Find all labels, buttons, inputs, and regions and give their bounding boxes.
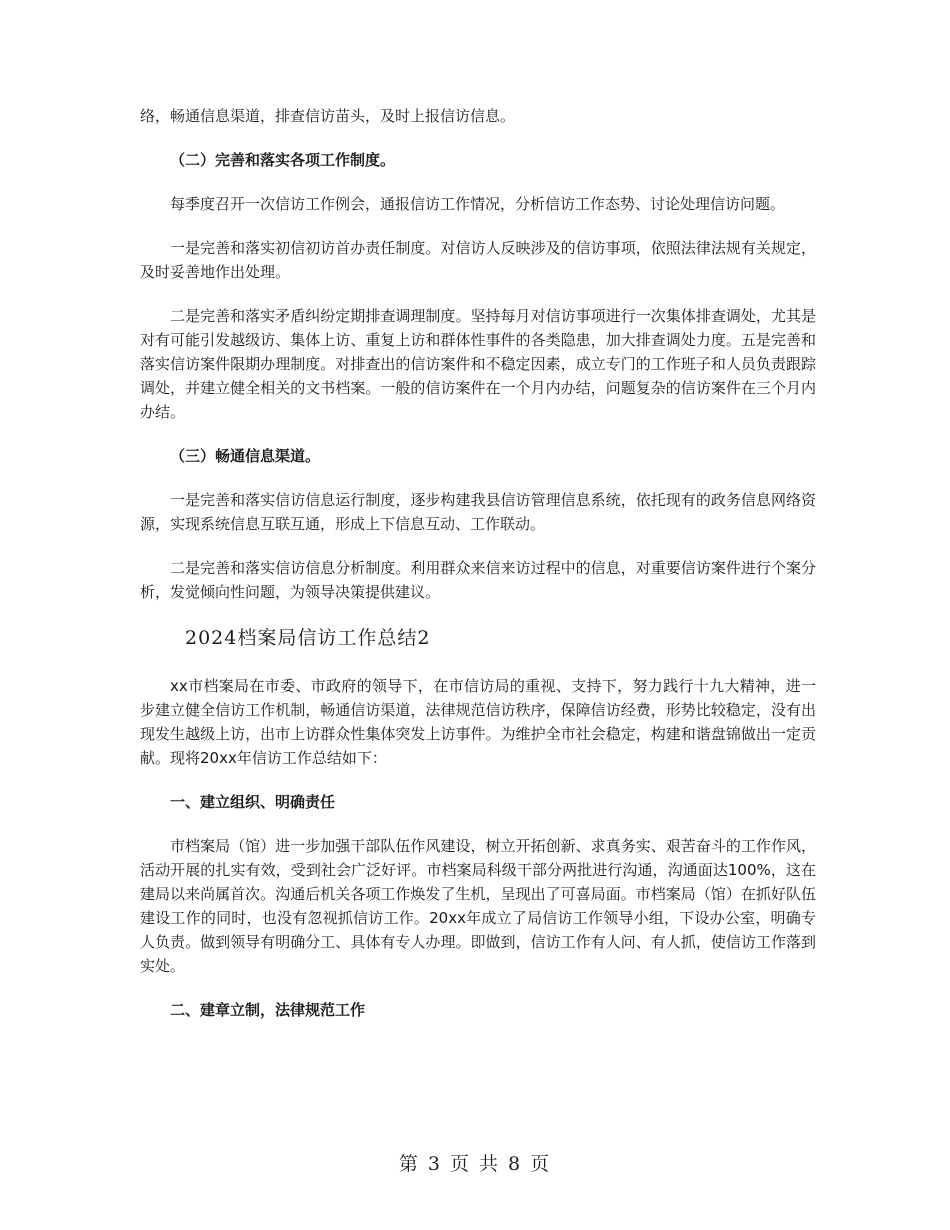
document-body: [140, 104, 816, 1042]
page-number: 第 3 页 共 8 页: [398, 1153, 552, 1175]
section-heading: 二、建章立制，法律规范工作: [170, 1001, 366, 1019]
section-heading: （二）完善和落实各项工作制度。: [170, 151, 396, 169]
section-heading: 一、建立组织、明确责任: [170, 793, 336, 811]
document-title: 2024档案局信访工作总结2: [185, 627, 431, 649]
paragraph: 络，畅通信息渠道，排查信访苗头，及时上报信访信息。: [140, 107, 516, 125]
paragraph: 市档案局（馆）进一步加强干部队伍作风建设，树立开拓创新、求真务实、艰苦奋斗的工作作风，活动开展的扎实有效，受到社会广泛好评。市档案局科级干部分两批进行沟通，沟通面达100%，这在建局以来尚属首次。沟通后机关各项工作焕发了生机，呈现出了可喜局面。市档案局（馆）在抓好队伍建设工作的同时，也没有忽视抓信访工作。20xx年成立了局信访工作领导小组，下设办公室，明确专人负责。做到领导有明确分工、具体有专人办理。即做到，信访工作有人问、有人抓，使信访工作落到实处。: [140, 837, 816, 975]
paragraph: 二是完善和落实信访信息分析制度。利用群众来信来访过程中的信息，对重要信访案件进行个案分析，发觉倾向性问题，为领导决策提供建议。: [140, 559, 816, 601]
section-heading: （三）畅通信息渠道。: [170, 447, 321, 465]
paragraph: 二是完善和落实矛盾纠纷定期排查调理制度。坚持每月对信访事项进行一次集体排查调处，尤其是对有可能引发越级访、集体上访、重复上访和群体性事件的各类隐患，加大排查调处力度。五是完善和落实信访案件限期办理制度。对排查出的信访案件和不稳定因素，成立专门的工作班子和人员负责跟踪调处，并建立健全相关的文书档案。一般的信访案件在一个月内办结，问题复杂的信访案件在三个月内办结。: [140, 307, 816, 421]
paragraph: xx市档案局在市委、市政府的领导下，在市信访局的重视、支持下，努力践行十九大精神，进一步建立健全信访工作机制，畅通信访渠道，法律规范信访秩序，保障信访经费，形势比较稳定，没有出现发生越级上访，出市上访群众性集体突发上访事件。为维护全市社会稳定，构建和谐盘锦做出一定贡献。现将20xx年信访工作总结如下：: [140, 677, 816, 767]
paragraph: 每季度召开一次信访工作例会，通报信访工作情况，分析信访工作态势、讨论处理信访问题。: [170, 195, 786, 213]
paragraph: 一是完善和落实信访信息运行制度，逐步构建我县信访管理信息系统，依托现有的政务信息网络资源，实现系统信息互联互通，形成上下信息互动、工作联动。: [140, 491, 816, 533]
paragraph: 一是完善和落实初信初访首办责任制度。对信访人反映涉及的信访事项，依照法律法规有关规定，及时妥善地作出处理。: [140, 239, 816, 281]
